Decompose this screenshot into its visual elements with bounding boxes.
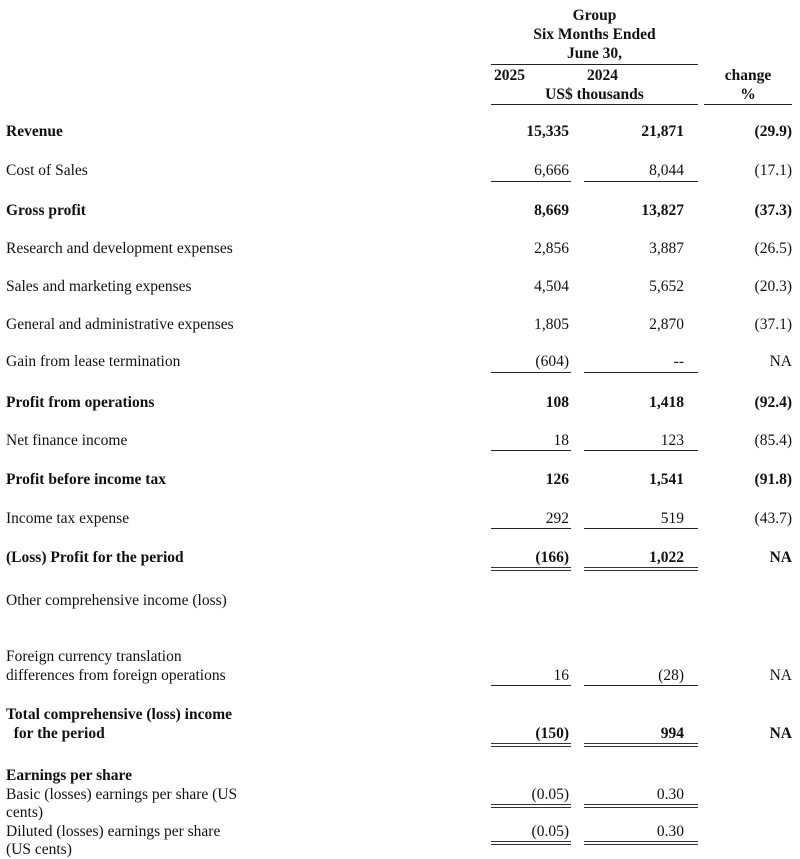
row-label-sales-marketing: Sales and marketing expenses — [6, 278, 192, 295]
total-double-rule — [584, 743, 698, 747]
cell-2024: 2,870 — [649, 316, 684, 333]
cell-2024: 1,541 — [649, 471, 684, 488]
row-label-total-ci-line2: for the period — [6, 725, 105, 742]
row-label-income-tax: Income tax expense — [6, 510, 130, 527]
cell-2025: (150) — [535, 725, 569, 742]
eps-basic-2024: 0.30 — [656, 786, 684, 803]
cell-change: (85.4) — [754, 432, 792, 449]
row-label-profit-period: (Loss) Profit for the period — [6, 549, 184, 566]
header-rule — [491, 64, 698, 65]
subtotal-rule — [584, 372, 698, 373]
cell-2024: -- — [673, 353, 684, 370]
cell-change: (20.3) — [754, 278, 792, 295]
header-unit: US$ thousands — [545, 86, 644, 103]
cell-2024: 5,652 — [649, 278, 684, 295]
header-unit-rule — [491, 104, 698, 105]
cell-2024: 994 — [660, 725, 684, 742]
row-label-profit-before-tax: Profit before income tax — [6, 471, 166, 488]
cell-2025: 15,335 — [526, 123, 569, 140]
header-year-current: 2025 — [494, 67, 525, 84]
subtotal-rule — [491, 372, 571, 373]
eps-diluted-2025: (0.05) — [531, 823, 569, 840]
cell-change: (29.9) — [754, 123, 792, 140]
row-label-gross-profit: Gross profit — [6, 202, 86, 219]
subtotal-rule — [584, 528, 698, 529]
cell-2025: 1,805 — [534, 316, 569, 333]
total-double-rule — [491, 804, 571, 808]
eps-diluted-2024: 0.30 — [656, 823, 684, 840]
eps-diluted-label-line2: (US cents) — [6, 841, 72, 858]
header-group: Group — [572, 7, 617, 24]
cell-2024: 21,871 — [641, 123, 684, 140]
cell-2025: 16 — [553, 667, 569, 684]
eps-basic-label-line2: cents) — [6, 804, 44, 821]
cell-change: NA — [769, 353, 792, 370]
header-change-rule — [704, 104, 792, 105]
cell-2025: 108 — [545, 394, 569, 411]
row-label-oci: Other comprehensive income (loss) — [6, 592, 227, 609]
cell-change: (43.7) — [754, 510, 792, 527]
subtotal-rule — [584, 685, 698, 686]
cell-2025: 8,669 — [534, 202, 569, 219]
row-label-cost-of-sales: Cost of Sales — [6, 162, 88, 179]
header-change-unit: % — [740, 86, 756, 103]
eps-basic-label-line1: Basic (losses) earnings per share (US — [6, 786, 238, 803]
total-double-rule — [584, 841, 698, 845]
cell-change: NA — [769, 549, 792, 566]
row-label-fx-line1: Foreign currency translation — [6, 648, 182, 665]
cell-2024: 13,827 — [641, 202, 684, 219]
row-label-total-ci-line1: Total comprehensive (loss) income — [6, 706, 233, 723]
row-label-revenue: Revenue — [6, 123, 63, 140]
cell-change: (37.3) — [754, 202, 792, 219]
cell-2024: (28) — [658, 667, 684, 684]
cell-2025: 6,666 — [534, 162, 569, 179]
eps-diluted-label-line1: Diluted (losses) earnings per share — [6, 823, 221, 840]
cell-2025: 18 — [553, 432, 569, 449]
cell-2024: 3,887 — [649, 240, 684, 257]
total-double-rule — [491, 841, 571, 845]
cell-change: (91.8) — [754, 471, 792, 488]
cell-2024: 123 — [660, 432, 684, 449]
cell-change: (37.1) — [754, 316, 792, 333]
header-change: change — [724, 67, 772, 84]
row-label-fx-line2: differences from foreign operations — [6, 667, 226, 684]
total-double-rule — [491, 743, 571, 747]
cell-2025: 2,856 — [534, 240, 569, 257]
subtotal-rule — [491, 450, 571, 451]
total-double-rule — [584, 567, 698, 571]
cell-change: NA — [769, 725, 792, 742]
cell-change: (17.1) — [754, 162, 792, 179]
header-date: June 30, — [566, 45, 623, 62]
total-double-rule — [584, 804, 698, 808]
row-label-profit-operations: Profit from operations — [6, 394, 155, 411]
subtotal-rule — [584, 181, 698, 182]
row-label-net-finance: Net finance income — [6, 432, 128, 449]
cell-2024: 1,022 — [649, 549, 684, 566]
cell-2025: 292 — [545, 510, 569, 527]
header-period: Six Months Ended — [533, 26, 656, 43]
cell-2025: 4,504 — [534, 278, 569, 295]
cell-change: (92.4) — [754, 394, 792, 411]
total-double-rule — [491, 567, 571, 571]
cell-2024: 1,418 — [649, 394, 684, 411]
row-label-gna: General and administrative expenses — [6, 316, 234, 333]
eps-basic-2025: (0.05) — [531, 786, 569, 803]
row-label-lease-gain: Gain from lease termination — [6, 353, 181, 370]
cell-change: (26.5) — [754, 240, 792, 257]
cell-change: NA — [769, 667, 792, 684]
cell-2024: 519 — [660, 510, 684, 527]
subtotal-rule — [491, 528, 571, 529]
subtotal-rule — [491, 685, 571, 686]
cell-2024: 8,044 — [649, 162, 684, 179]
cell-2025: (604) — [535, 353, 569, 370]
subtotal-rule — [584, 450, 698, 451]
row-label-rnd: Research and development expenses — [6, 240, 233, 257]
header-year-prior: 2024 — [587, 67, 618, 84]
eps-title: Earnings per share — [6, 767, 133, 784]
cell-2025: (166) — [535, 549, 569, 566]
cell-2025: 126 — [545, 471, 569, 488]
subtotal-rule — [491, 181, 571, 182]
